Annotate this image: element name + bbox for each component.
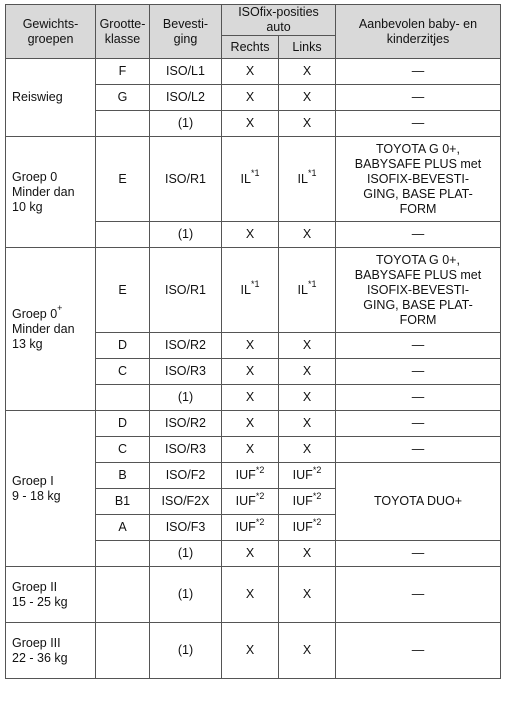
table-row — [6, 411, 501, 437]
right-cell — [222, 137, 279, 222]
header-isofix-positions-text: ISOfix-posities auto — [238, 5, 319, 34]
footnote-marker: *2 — [312, 464, 322, 475]
fixture-cell: ISO/R3 — [150, 359, 222, 385]
size-cell — [96, 111, 150, 137]
group-reiswieg: Reiswieg — [6, 59, 96, 137]
fixture-cell: ISO/R2 — [150, 411, 222, 437]
left-cell: X — [279, 385, 336, 411]
group-II-text: Groep II 15 - 25 kg — [12, 579, 68, 609]
recommended-cell — [336, 248, 501, 333]
group-0-text: Groep 0 Minder dan 10 kg — [12, 169, 75, 214]
group-III — [6, 623, 96, 679]
size-cell: E — [96, 248, 150, 333]
left-cell — [279, 248, 336, 333]
left-cell: X — [279, 411, 336, 437]
right-cell: X — [222, 85, 279, 111]
group-0-plus-weight: Minder dan 13 kg — [12, 321, 75, 351]
left-cell: X — [279, 59, 336, 85]
footnote-marker: *2 — [312, 490, 322, 501]
footnote-marker: *2 — [255, 516, 265, 527]
size-cell: G — [96, 85, 150, 111]
left-cell: X — [279, 333, 336, 359]
left-value: IUF — [292, 468, 313, 482]
right-cell: X — [222, 59, 279, 85]
size-cell: F — [96, 59, 150, 85]
size-cell — [96, 623, 150, 679]
table-row — [6, 248, 501, 333]
right-value: IUF — [235, 468, 256, 482]
left-cell: X — [279, 222, 336, 248]
fixture-cell: (1) — [150, 111, 222, 137]
left-cell — [279, 137, 336, 222]
recommended-cell: — — [336, 111, 501, 137]
right-value: IUF — [235, 494, 256, 508]
size-cell: C — [96, 359, 150, 385]
fixture-cell: ISO/F2X — [150, 489, 222, 515]
header-isofix-positions — [222, 5, 336, 36]
group-I — [6, 411, 96, 567]
left-value: IL — [297, 282, 308, 297]
right-cell — [222, 515, 279, 541]
size-cell — [96, 541, 150, 567]
right-cell: X — [222, 385, 279, 411]
fixture-cell: ISO/L2 — [150, 85, 222, 111]
footnote-marker: *1 — [250, 279, 260, 290]
size-cell: B — [96, 463, 150, 489]
left-cell — [279, 489, 336, 515]
fixture-cell: ISO/R2 — [150, 333, 222, 359]
left-cell: X — [279, 437, 336, 463]
recommended-cell: — — [336, 333, 501, 359]
right-cell — [222, 463, 279, 489]
fixture-cell: ISO/R1 — [150, 137, 222, 222]
table-row — [6, 137, 501, 222]
isofix-positions-table — [5, 4, 501, 679]
size-cell: D — [96, 333, 150, 359]
group-0-plus-sup: + — [57, 303, 63, 314]
size-cell: B1 — [96, 489, 150, 515]
group-0-plus — [6, 248, 96, 411]
footnote-marker: *1 — [307, 279, 317, 290]
right-cell: X — [222, 111, 279, 137]
size-cell — [96, 567, 150, 623]
right-cell: X — [222, 359, 279, 385]
left-cell: X — [279, 111, 336, 137]
header-size-class-text: Grootte- klasse — [99, 16, 146, 46]
header-weight-groups — [6, 5, 96, 59]
header-right: Rechts — [222, 36, 279, 59]
right-value: IUF — [235, 520, 256, 534]
recommended-cell: TOYOTA DUO+ — [336, 463, 501, 541]
size-cell: A — [96, 515, 150, 541]
left-cell — [279, 463, 336, 489]
header-recommended-seats-text: Aanbevolen baby- en kinderzitjes — [358, 16, 478, 46]
left-value: IUF — [292, 520, 313, 534]
left-cell: X — [279, 567, 336, 623]
footnote-marker: *2 — [255, 464, 265, 475]
right-cell: X — [222, 411, 279, 437]
right-value: IL — [240, 282, 251, 297]
recommended-cell: — — [336, 359, 501, 385]
recommended-cell: — — [336, 222, 501, 248]
group-II — [6, 567, 96, 623]
group-I-text: Groep I 9 - 18 kg — [12, 473, 61, 503]
header-recommended-seats — [336, 5, 501, 59]
fixture-cell: (1) — [150, 623, 222, 679]
size-cell — [96, 222, 150, 248]
right-value: IL — [240, 171, 251, 186]
right-cell: X — [222, 623, 279, 679]
recommended-cell: — — [336, 541, 501, 567]
recommended-cell: — — [336, 85, 501, 111]
table-row — [6, 567, 501, 623]
table-row — [6, 59, 501, 85]
fixture-cell: ISO/L1 — [150, 59, 222, 85]
right-cell — [222, 248, 279, 333]
recommended-cell: — — [336, 411, 501, 437]
header-weight-groups-text: Gewichts- groepen — [22, 16, 79, 46]
footnote-marker: *1 — [250, 168, 260, 179]
table-row — [6, 623, 501, 679]
fixture-cell: (1) — [150, 541, 222, 567]
recommended-cell: — — [336, 437, 501, 463]
isofix-table-container — [5, 4, 501, 679]
fixture-cell: ISO/R3 — [150, 437, 222, 463]
group-0 — [6, 137, 96, 248]
footnote-marker: *2 — [312, 516, 322, 527]
right-cell: X — [222, 541, 279, 567]
footnote-marker: *2 — [255, 490, 265, 501]
size-cell: E — [96, 137, 150, 222]
left-cell: X — [279, 85, 336, 111]
group-III-text: Groep III 22 - 36 kg — [12, 635, 68, 665]
recommended-cell: — — [336, 623, 501, 679]
recommended-cell: — — [336, 567, 501, 623]
recommended-cell — [336, 137, 501, 222]
left-cell: X — [279, 359, 336, 385]
recommended-cell: — — [336, 59, 501, 85]
right-cell: X — [222, 222, 279, 248]
header-size-class — [96, 5, 150, 59]
recommended-cell: — — [336, 385, 501, 411]
left-cell: X — [279, 541, 336, 567]
recommended-text: TOYOTA G 0+, BABYSAFE PLUS met ISOFIX-BEVESTI- GING, BASE PLAT- FORM — [354, 252, 482, 327]
fixture-cell: ISO/F2 — [150, 463, 222, 489]
header-fixture-text: Bevesti- ging — [162, 16, 209, 46]
right-cell: X — [222, 567, 279, 623]
fixture-cell: ISO/F3 — [150, 515, 222, 541]
right-cell: X — [222, 437, 279, 463]
size-cell: C — [96, 437, 150, 463]
left-cell — [279, 515, 336, 541]
fixture-cell: ISO/R1 — [150, 248, 222, 333]
header-fixture — [150, 5, 222, 59]
size-cell: D — [96, 411, 150, 437]
footnote-marker: *1 — [307, 168, 317, 179]
fixture-cell: (1) — [150, 567, 222, 623]
left-value: IUF — [292, 494, 313, 508]
left-cell: X — [279, 623, 336, 679]
size-cell — [96, 385, 150, 411]
recommended-text: TOYOTA G 0+, BABYSAFE PLUS met ISOFIX-BEVESTI- GING, BASE PLAT- FORM — [354, 141, 482, 216]
header-left: Links — [279, 36, 336, 59]
group-0-plus-label: Groep 0 — [12, 306, 58, 321]
right-cell — [222, 489, 279, 515]
fixture-cell: (1) — [150, 385, 222, 411]
left-value: IL — [297, 171, 308, 186]
right-cell: X — [222, 333, 279, 359]
fixture-cell: (1) — [150, 222, 222, 248]
